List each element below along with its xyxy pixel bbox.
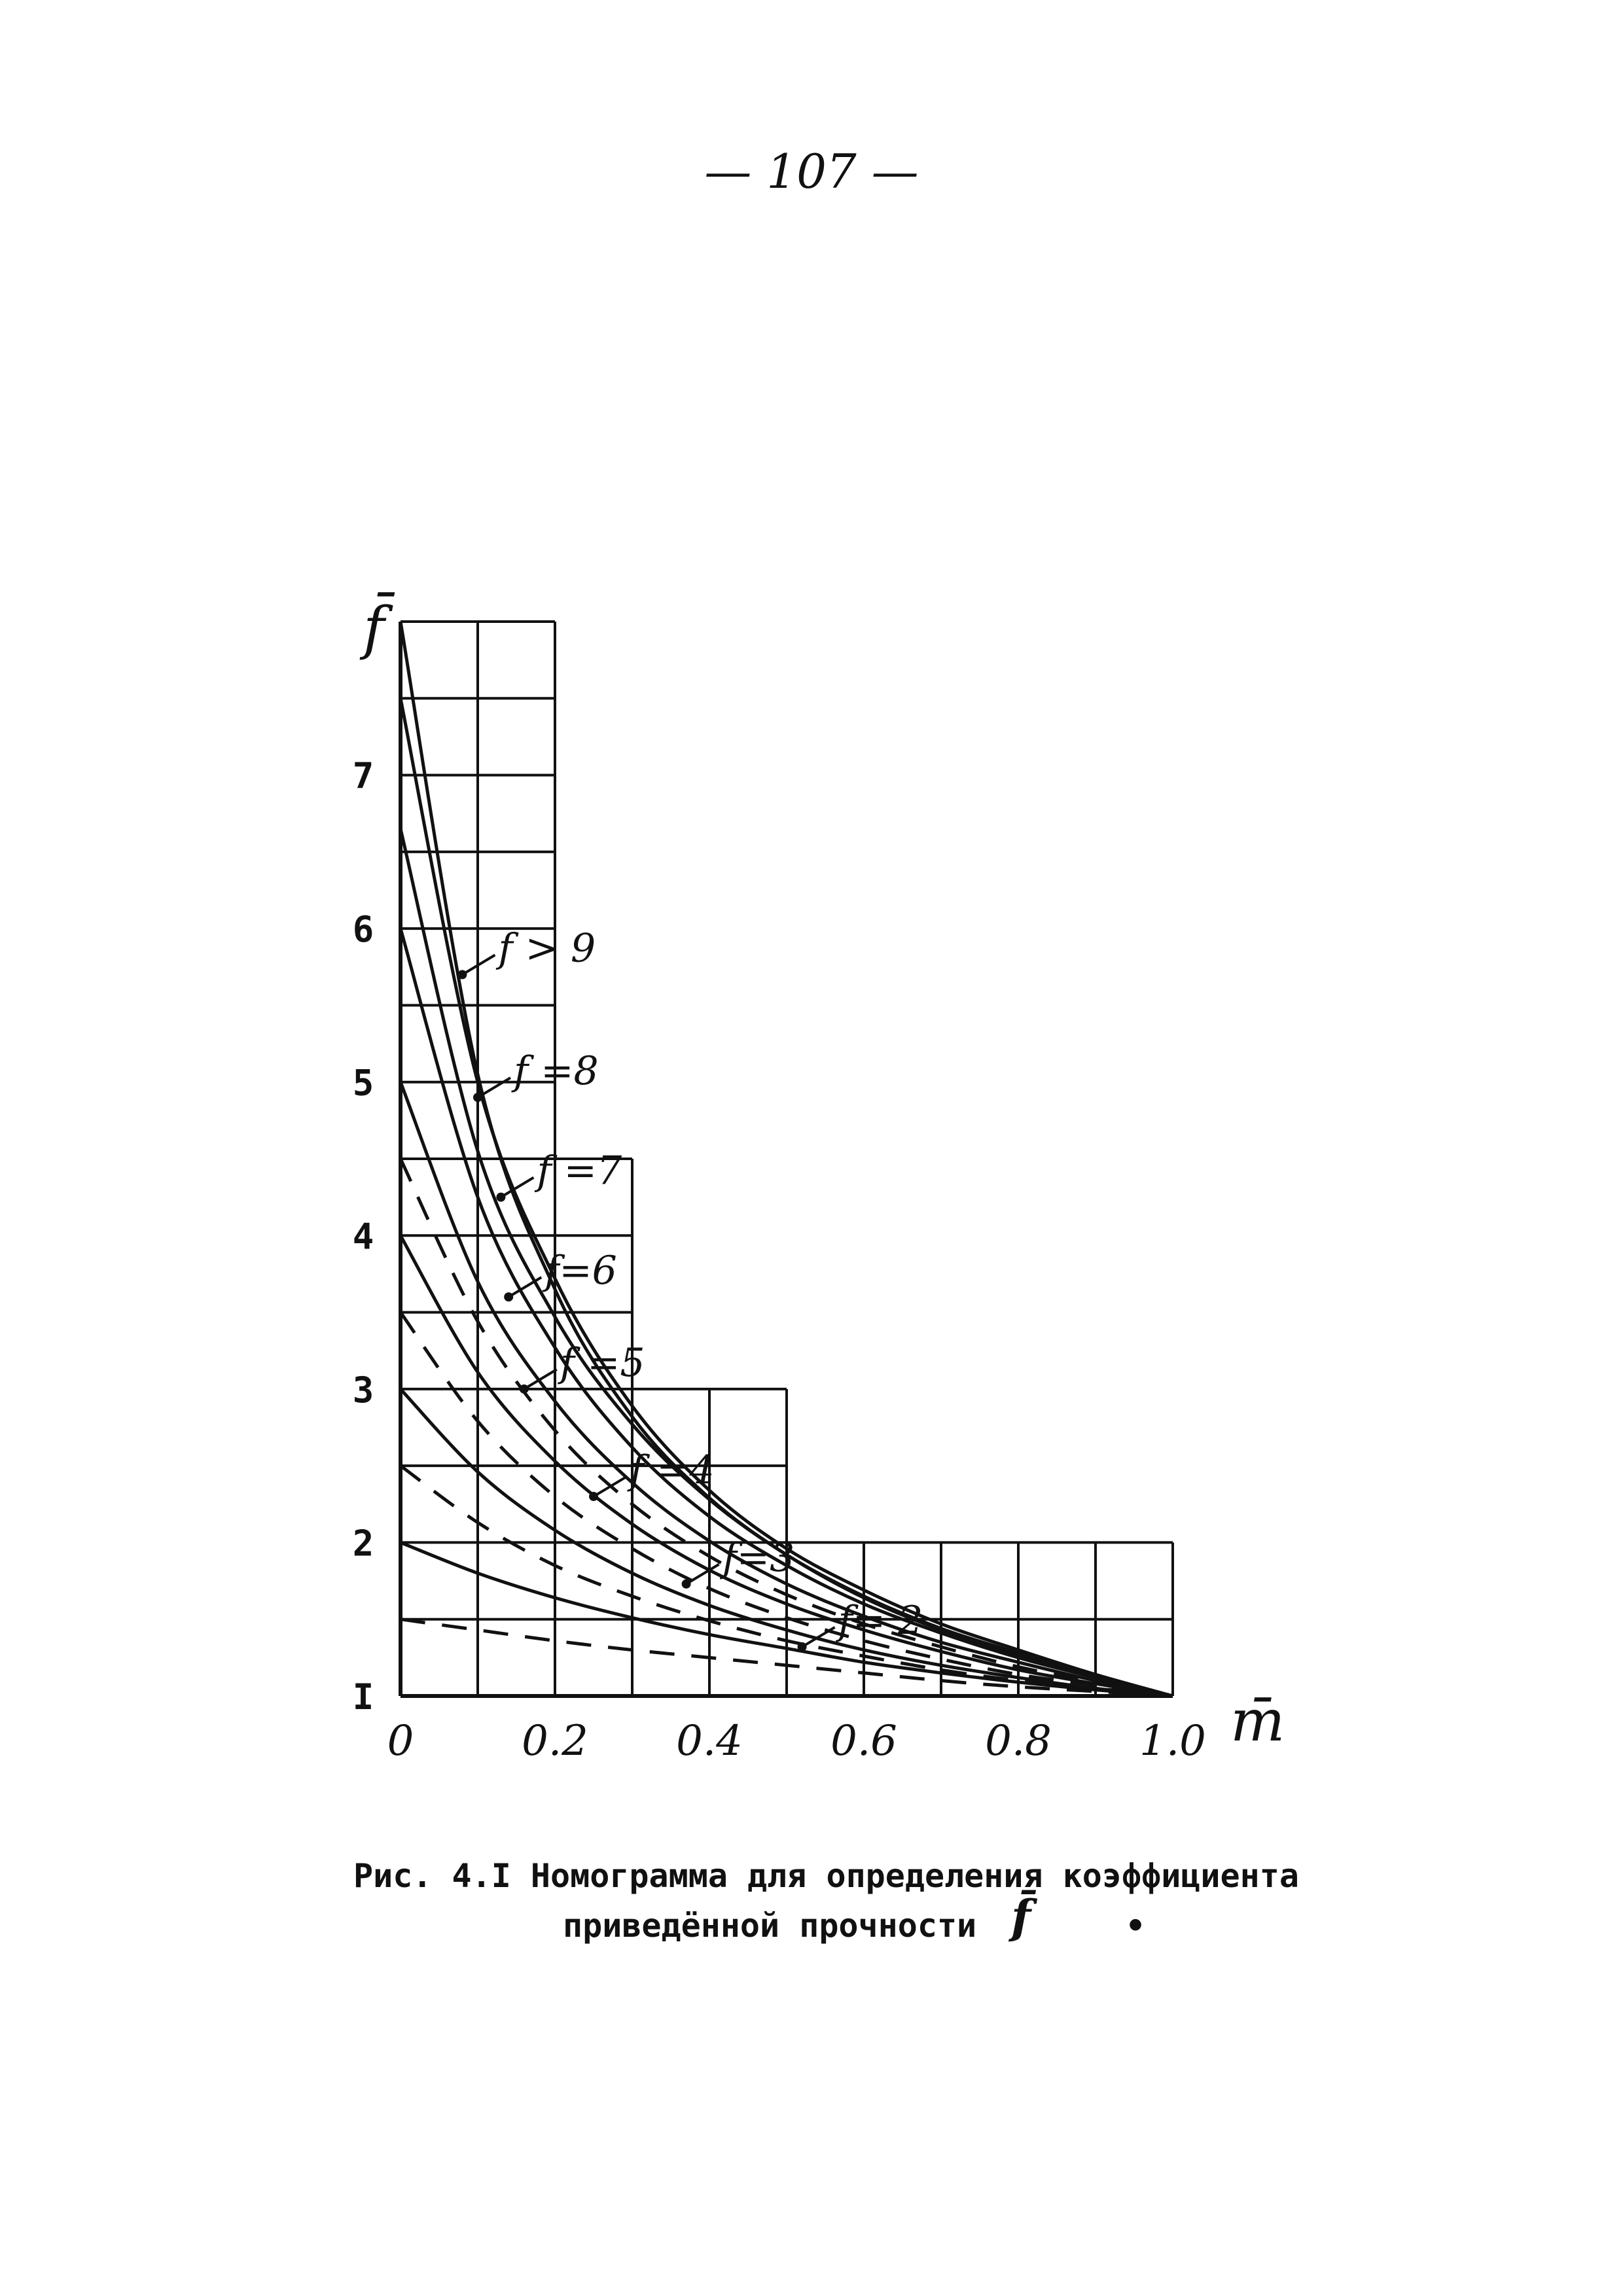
curve-label-leader: [478, 1078, 510, 1097]
x-tick-label: 0.4: [676, 1717, 743, 1765]
y-tick-label: 2: [352, 1523, 374, 1564]
y-tick-label: 6: [352, 909, 374, 951]
x-axis-label: m̄: [1230, 1687, 1285, 1754]
y-tick-label: I: [352, 1676, 374, 1718]
y-tick-label: 4: [352, 1216, 374, 1258]
figure-caption-line-1: Рис. 4.I Номограмма для определения коэффициента: [353, 1857, 1299, 1895]
curve-label: f =8: [514, 1048, 599, 1095]
curve-label-leader: [524, 1369, 557, 1389]
x-tick-label: 1.0: [1139, 1717, 1206, 1765]
y-tick-label: 5: [352, 1062, 374, 1104]
caption-end: •: [1126, 1907, 1146, 1945]
tick-labels: [353, 756, 1206, 1765]
y-tick-label: 3: [352, 1369, 374, 1411]
curve-label: f=6: [544, 1248, 617, 1294]
x-tick-label: 0.6: [830, 1717, 897, 1765]
figure-caption-line-2: приведённой прочности: [563, 1907, 977, 1945]
y-tick-label: 7: [352, 755, 374, 797]
curve-label: f=3: [722, 1534, 795, 1581]
x-tick-label: 0: [387, 1717, 414, 1765]
curve-label: f =7: [537, 1148, 622, 1194]
y-axis-label: f̄: [363, 594, 385, 662]
curve-label: f =4: [630, 1447, 715, 1494]
x-tick-label: 0.2: [522, 1717, 588, 1765]
page-number: — 107 —: [704, 144, 919, 199]
curve-label: f =5: [560, 1339, 645, 1386]
caption-symbol: f̄: [1011, 1890, 1031, 1944]
curve-label: f= 2: [838, 1597, 923, 1644]
curve-label: f > 9: [498, 925, 596, 972]
curve-label-leader: [594, 1477, 626, 1496]
x-tick-label: 0.8: [985, 1717, 1052, 1765]
